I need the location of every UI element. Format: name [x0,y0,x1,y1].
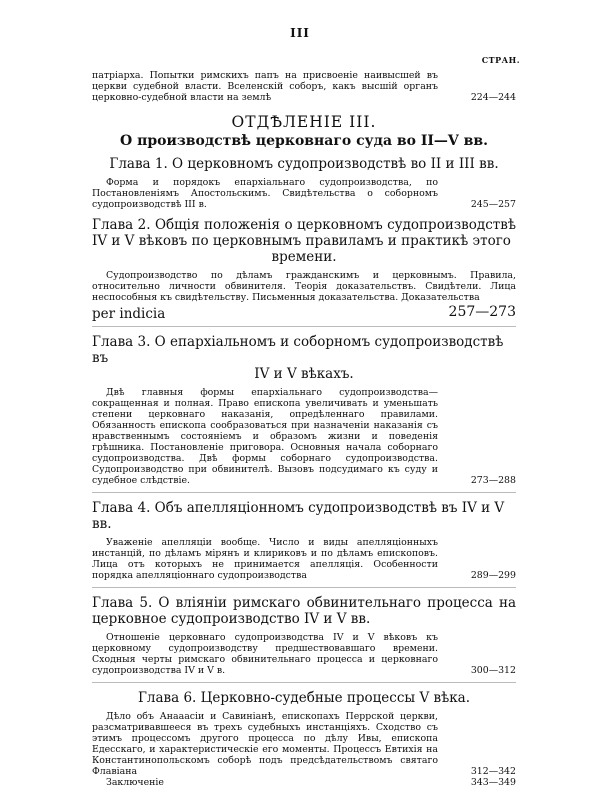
toc-entry-pages: 224—244 [470,92,516,103]
pages-column-label: СТРАН. [481,55,520,65]
chapter-1-title: Глава 1. О церковномъ судопроизводствѣ во II и III вв. [109,156,499,172]
chapter-6-title: Глава 6. Церковно-судебные процессы V вѣка. [137,690,471,706]
chapter-1-summary: Форма и порядокъ епархіальнаго судопроизводства, по Постановленіямъ Апостольскимъ. Свидѣтельства о соборномъ судопроизводствѣ III в. [92,177,438,210]
chapter-2-title-text: Глава 2. Общія положенія о церковномъ судопроизводствѣ IV и V вѣковъ по церковнымъ правиламъ и практикѣ этого [92,217,516,249]
chapter-3-title-text: Глава 3. О епархіальномъ и соборномъ судопроизводствѣ въ [92,334,504,366]
conclusion-entry [92,777,516,788]
chapter-4-title: Глава 4. Объ апелляціонномъ судопроизводствѣ въ IV и V вв. [92,500,505,532]
chapter-3-entry [92,387,516,486]
chapter-3-title-end: IV и V вѣкахъ. [254,366,354,382]
chapter-3-summary: Двѣ главныя формы епархіальнаго судопроизводства—сокращенная и полная. Право епископа увеличивать и уменьшать степени церковнаго наказанія, опредѣленнаго правилами. Обязанность епископа сообразоваться при назначеніи наказанія съ нравственнымъ состояніемъ и образомъ жизни и поведенія грѣшника. Постановленіе приговора. Основныя начала соборнаго судопроизводства. Двѣ формы соборнаго судопроизводства. Судопроизводство при обвинителѣ. Вызовъ подсудимаго къ суду и судебное слѣдствіе. [92,387,438,486]
chapter-5-pages: 300—312 [470,665,516,676]
chapter-4-pages: 289—299 [470,570,516,581]
toc-entry-text: патріарха. Попытки римскихъ папъ на присвоеніе наивысшей въ церкви судебной власти. Вселенскій соборъ, какъ высшій органъ церковно-судебной власти на землѣ [92,70,438,103]
chapter-5-title: Глава 5. О вліяніи римскаго обвинительнаго процесса на церковное судопроизводство IV и V вв. [92,595,516,627]
chapter-1-pages: 245—257 [470,199,516,210]
chapter-5-summary: Отношеніе церковнаго судопроизводства IV и V вѣковъ къ церковному судопроизводству предшествовавшаго времени. Сходныя черты римскаго обвинительнаго процесса и церковнаго судопроизводства IV и V в. [92,632,438,676]
section-subtitle: О производствѣ церковнаго суда во II—V вв. [120,133,488,149]
chapter-4-entry [92,537,516,581]
chapter-1-entry [92,177,516,210]
chapter-2-summary: Судопроизводство по дѣламъ гражданскимъ и церковнымъ. Правила, относительно личности обвинителя. Теорія доказательствъ. Свидѣтели. Лица неспособныя къ свидѣтельству. Письменныя доказательства. Доказательства [92,270,516,303]
conclusion-pages: 343—349 [470,777,516,788]
section-title: ОТДѢЛЕНІЕ III. [231,113,377,131]
table-of-contents [92,70,516,788]
divider [92,326,516,327]
chapter-2-entry [92,270,516,303]
chapter-2-pages: 257—273 [448,304,516,320]
chapter-2-title-end: времени. [271,249,337,265]
chapter-3-title [92,334,516,382]
divider [92,682,516,683]
chapter-2-title [92,217,516,265]
chapter-6-summary: Дѣло объ Анааасіи и Савиніанѣ, епископахъ Перрской церкви, разсматривавшееся въ трехъ судебныхъ инстанціяхъ. Сходство съ этимъ процессомъ другого процесса по дѣлу Ивы, епископа Едесскаго, и характеристическіе его моменты. Процессъ Евтихія на Константинопольскомъ соборѣ подъ предсѣдательствомъ святаго Флавіана [92,711,438,777]
conclusion-label: Заключеніе [106,777,164,788]
chapter-2-per-indicia: per indicia [92,306,166,322]
divider [92,492,516,493]
chapter-5-entry [92,632,516,676]
page-folio: III [290,26,310,40]
divider [92,587,516,588]
chapter-6-entry [92,711,516,777]
chapter-6-pages: 312—342 [470,766,516,777]
chapter-4-summary: Уважeніе апелляціи вообще. Число и виды апелляціонныхъ инстанцій, по дѣламъ мірянъ и клириковъ и по дѣламъ епископовъ. Лица отъ которыхъ не принимается апелляція. Особенности порядка апелляціоннаго судопроизводства [92,537,438,581]
toc-entry-continuation [92,70,516,103]
chapter-2-last-line [92,303,516,320]
chapter-3-pages: 273—288 [470,475,516,486]
